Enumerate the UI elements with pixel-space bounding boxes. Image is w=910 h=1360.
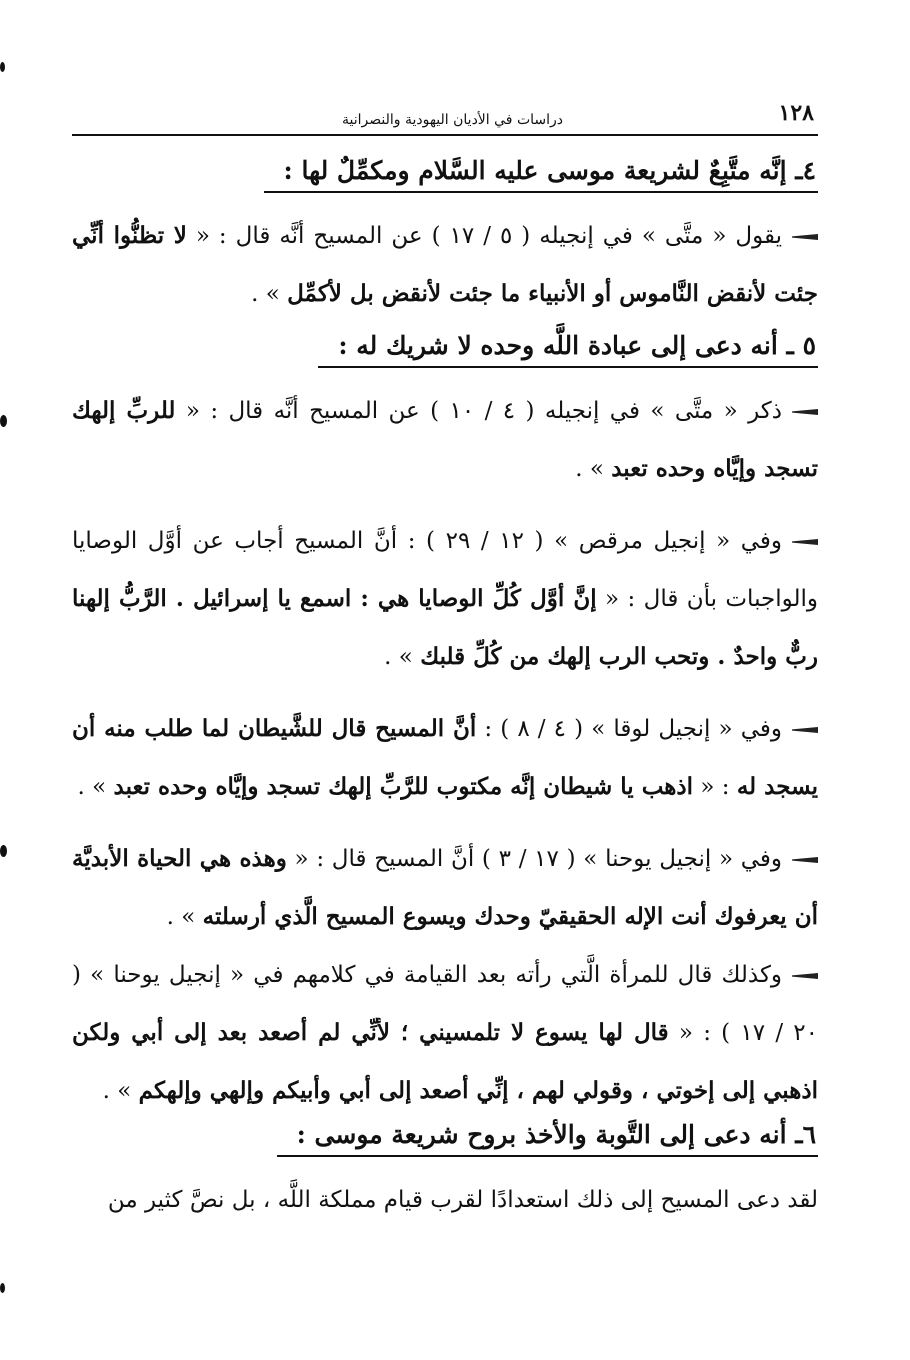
bullet-icon (788, 231, 818, 243)
paragraph-1: يقول « متَّى » في إنجيله ( ٥ / ١٧ ) عن المسيح أنَّه قال : « لا تظنُّوا أنِّي جئت لأنقض النَّاموس أو الأنبياء ما جئت لأنقض بل لأكمِّل » . (72, 222, 818, 307)
paragraph-4: وفي « إنجيل لوقا » ( ٤ / ٨ ) : أنَّ المسيح قال للشَّيطان لما طلب منه أن يسجد له : « اذهب يا شيطان إنَّه مكتوب للرَّبِّ إلهك تسجد وإيَّاه وحده تعبد » . (72, 715, 818, 800)
scan-mark-mid (0, 415, 7, 427)
paragraph-6: وكذلك قال للمرأة الَّتي رأته بعد القيامة في كلامهم في « إنجيل يوحنا » ( ٢٠ / ١٧ ) : « قال لها يسوع لا تلمسيني ؛ لأنِّي لم أصعد بعد إلى أبي ولكن اذهبي إلى إخوتي ، وقولي لهم ، إنِّي أصعد إلى أبي وأبيكم وإلهي وإلهكم » . (72, 962, 819, 1104)
section-heading-4: ٤ـ إنَّه متَّبِعٌ لشريعة موسى عليه السَّلام ومكمِّلٌ لها : (264, 156, 818, 193)
bullet-icon (788, 970, 818, 982)
paragraph-3: وفي « إنجيل مرقص » ( ١٢ / ٢٩ ) : أنَّ المسيح أجاب عن أوَّل الوصايا والواجبات بأن قال : « إنَّ أوَّل كُلِّ الوصايا هي : اسمع يا إسرائيل . الرَّبُّ إلهنا ربٌّ واحدٌ . وتحب الرب إلهك من كُلِّ قلبك » . (72, 528, 818, 670)
section-heading-5-wrap (72, 331, 818, 368)
bullet-icon (788, 406, 818, 418)
running-title: دراسات في الأديان اليهودية والنصرانية (342, 112, 563, 128)
section-heading-4-wrap (72, 156, 818, 193)
bullet-icon (788, 724, 818, 736)
scan-mark-low (0, 845, 7, 857)
paragraph-5: وفي « إنجيل يوحنا » ( ١٧ / ٣ ) أنَّ المسيح قال : « وهذه هي الحياة الأبديَّة أن يعرفوك أنت الإله الحقيقيّ وحدك ويسوع المسيح الَّذي أرسلته » . (72, 845, 818, 930)
running-header (72, 100, 818, 136)
bullet-icon (788, 854, 818, 866)
paragraph-7: لقد دعى المسيح إلى ذلك استعدادًا لقرب قيام مملكة اللَّه ، بل نصَّ كثير من (107, 1187, 818, 1213)
scan-mark-top (0, 62, 5, 72)
section-heading-5: ٥ ـ أنه دعى إلى عبادة اللَّه وحده لا شريك له : (318, 331, 818, 368)
page-number: ١٢٨ (778, 100, 814, 126)
book-page (72, 100, 818, 1229)
paragraph-2: ذكر « متَّى » في إنجيله ( ٤ / ١٠ ) عن المسيح أنَّه قال : « للربِّ إلهك تسجد وإيَّاه وحده تعبد » . (72, 397, 818, 482)
scan-mark-bottom (0, 1283, 5, 1293)
bullet-icon (788, 536, 818, 548)
section-heading-6-wrap (72, 1120, 818, 1157)
section-heading-6: ٦ـ أنه دعى إلى التَّوبة والأخذ بروح شريعة موسى : (277, 1120, 818, 1157)
